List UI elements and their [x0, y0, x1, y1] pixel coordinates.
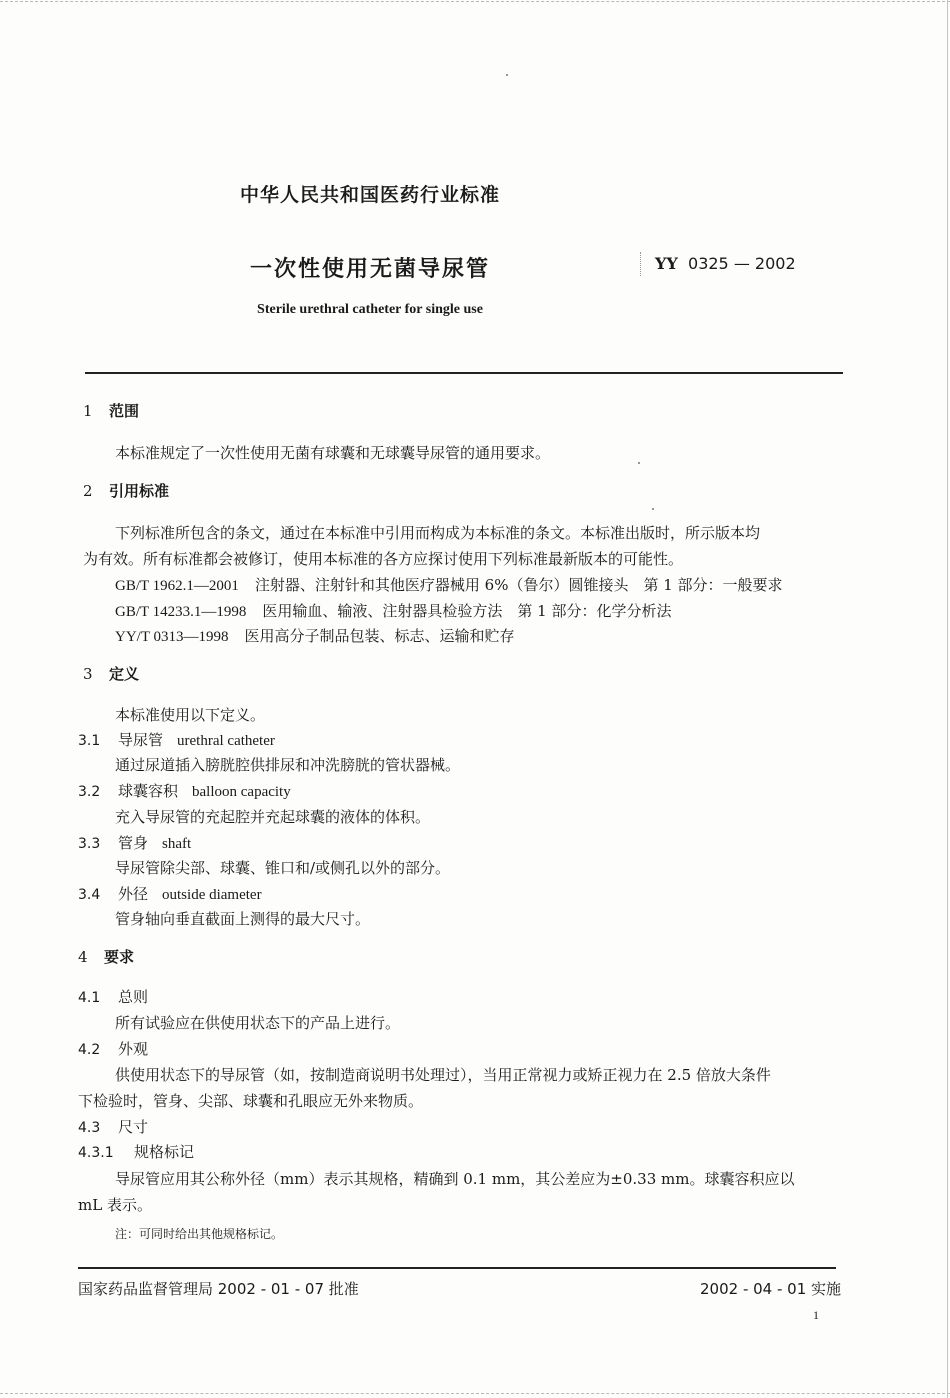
- term-definition: 管身轴向垂直截面上测得的最大尺寸。: [115, 910, 371, 928]
- page-title: 一次性使用无菌导尿管: [249, 257, 490, 282]
- term-heading: 3.4 外径 outside diameter: [78, 885, 262, 903]
- section-3-intro: 本标准使用以下定义。: [115, 706, 266, 724]
- title-english: Sterile urethral catheter for single use: [257, 302, 483, 317]
- code-divider: [640, 252, 641, 276]
- scan-speck: [638, 462, 640, 464]
- reference-item: GB/T 1962.1—2001 注射器、注射针和其他医疗器械用 6%（鲁尔）圆锥接头 第 1 部分：一般要求: [115, 576, 783, 594]
- term-heading: 3.1 导尿管 urethral catheter: [78, 731, 275, 749]
- subsection-body-line2: mL 表示。: [78, 1196, 152, 1214]
- subsection-heading: 4.3.1 规格标记: [78, 1143, 195, 1161]
- section-1-body: 本标准规定了一次性使用无菌有球囊和无球囊导尿管的通用要求。: [115, 444, 551, 462]
- scan-speck: [506, 74, 508, 76]
- term-definition: 充入导尿管的充起腔并充起球囊的液体的体积。: [115, 808, 431, 826]
- section-4-heading: 4 要求: [78, 948, 135, 966]
- section-2-heading: 2 引用标准: [83, 482, 170, 500]
- header-rule: [85, 372, 843, 374]
- term-definition: 导尿管除尖部、球囊、锥口和/或侧孔以外的部分。: [115, 859, 451, 877]
- term-definition: 通过尿道插入膀胱腔供排尿和冲洗膀胱的管状器械。: [115, 756, 461, 774]
- approval-date: 国家药品监督管理局 2002 - 01 - 07 批准: [78, 1280, 359, 1298]
- implementation-date: 2002 - 04 - 01 实施: [700, 1280, 842, 1298]
- term-heading: 3.3 管身 shaft: [78, 834, 192, 852]
- code-number: 0325 — 2002: [688, 254, 796, 273]
- page-edge-right: [947, 0, 948, 1398]
- code-prefix: YY: [655, 254, 678, 273]
- subsection-heading: 4.2 外观: [78, 1040, 149, 1058]
- subsection-body-line2: 下检验时，管身、尖部、球囊和孔眼应无外来物质。: [78, 1092, 424, 1110]
- subsection-body: 所有试验应在供使用状态下的产品上进行。: [115, 1014, 401, 1032]
- subsection-body-line1: 供使用状态下的导尿管（如，按制造商说明书处理过），当用正常视力或矫正视力在 2.5 倍放大条件: [115, 1066, 771, 1084]
- subsection-body-line1: 导尿管应用其公称外径（mm）表示其规格，精确到 0.1 mm，其公差应为±0.33 mm。球囊容积应以: [115, 1170, 795, 1188]
- reference-item: YY/T 0313—1998 医用高分子制品包装、标志、运输和贮存: [115, 627, 515, 645]
- note: 注：可同时给出其他规格标记。: [115, 1227, 284, 1241]
- page-edge-top: [0, 1, 950, 2]
- page-edge-bottom: [0, 1393, 950, 1394]
- standard-type: 中华人民共和国医药行业标准: [239, 184, 500, 206]
- standard-code: [655, 254, 796, 273]
- scan-speck: [652, 508, 654, 510]
- reference-item: GB/T 14233.1—1998 医用输血、输液、注射器具检验方法 第 1 部分：化学分析法: [115, 602, 672, 620]
- section-2-body-line2: 为有效。所有标准都会被修订，使用本标准的各方应探讨使用下列标准最新版本的可能性。: [83, 550, 684, 568]
- subsection-heading: 4.3 尺寸: [78, 1118, 149, 1136]
- subsection-heading: 4.1 总则: [78, 988, 149, 1006]
- section-1-heading: 1 范围: [83, 402, 140, 420]
- section-2-body-line1: 下列标准所包含的条文，通过在本标准中引用而构成为本标准的条文。本标准出版时，所示版本均: [115, 524, 761, 542]
- page-number: 1: [813, 1308, 819, 1322]
- footer-rule: [78, 1267, 836, 1269]
- term-heading: 3.2 球囊容积 balloon capacity: [78, 782, 291, 800]
- section-3-heading: 3 定义: [83, 665, 140, 683]
